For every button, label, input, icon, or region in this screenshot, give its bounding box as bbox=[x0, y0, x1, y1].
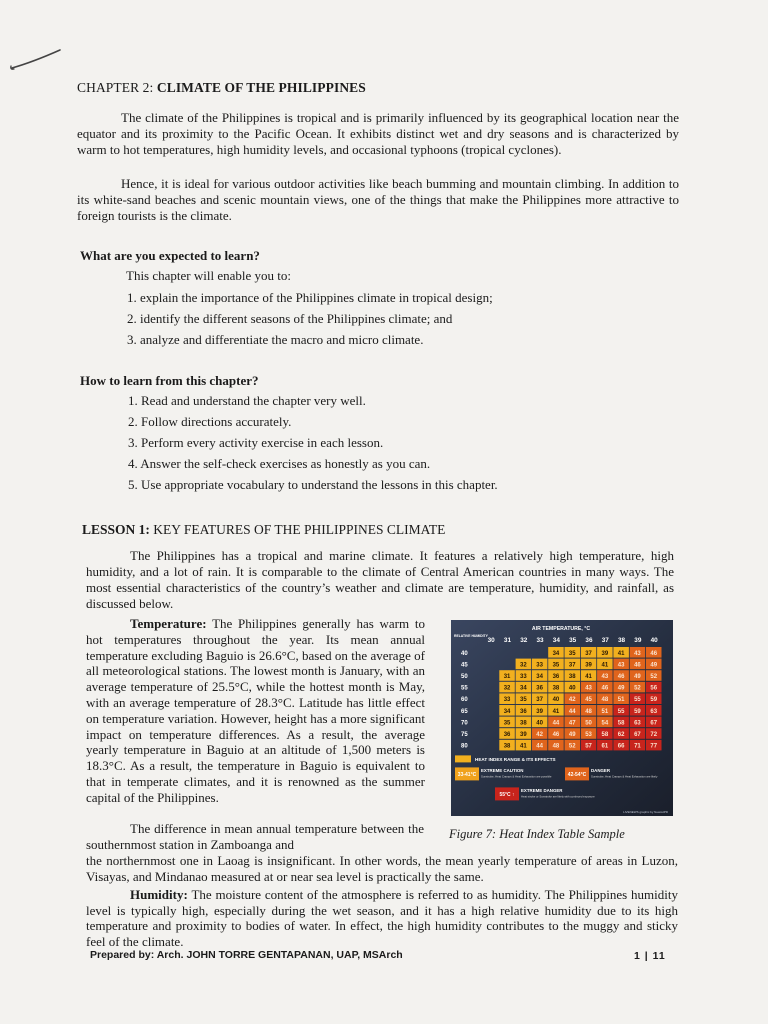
column-header: 32 bbox=[520, 637, 528, 644]
legend-note: Sunstroke, Heat Cramps & Heat Exhaustion are likely bbox=[591, 774, 658, 779]
heat-index-value: 35 bbox=[552, 662, 560, 669]
heat-index-value: 44 bbox=[568, 708, 576, 715]
column-header: 38 bbox=[617, 637, 626, 644]
heat-index-value: 38 bbox=[503, 743, 511, 750]
legend-label: DANGER bbox=[591, 768, 611, 774]
intro-paragraph-2: Hence, it is ideal for various outdoor activities like beach bumming and mountain climbing. In addition to its white-sand beaches and scenic mountain views, one of the things that make the Philippines more attractive to foreign tourists is the climate. bbox=[77, 176, 679, 223]
heat-index-value: 37 bbox=[536, 697, 543, 704]
lesson-heading: KEY FEATURES OF THE PHILIPPINES CLIMATE bbox=[153, 522, 446, 537]
heat-index-value: 52 bbox=[634, 685, 641, 692]
howto-item: 2. Follow directions accurately. bbox=[128, 414, 292, 429]
humidity-row-label: 40 bbox=[461, 650, 468, 657]
humidity-row-label: 50 bbox=[461, 674, 468, 680]
heat-index-value: 33 bbox=[503, 697, 511, 704]
heat-index-figure bbox=[451, 620, 673, 816]
expected-heading: What are you expected to learn? bbox=[80, 248, 260, 263]
humidity-row-label: 45 bbox=[461, 662, 468, 669]
heat-index-value: 40 bbox=[568, 685, 576, 692]
heat-index-value: 33 bbox=[536, 662, 543, 669]
temperature-paragraph bbox=[86, 616, 425, 806]
heat-index-value: 54 bbox=[601, 720, 609, 727]
heat-index-value: 63 bbox=[650, 708, 658, 715]
heat-index-value: 36 bbox=[536, 685, 543, 692]
column-header: 34 bbox=[552, 637, 560, 644]
heat-index-value: 44 bbox=[552, 720, 560, 727]
heat-index-value: 52 bbox=[650, 674, 658, 680]
heat-index-value: 43 bbox=[617, 662, 625, 669]
heat-index-value: 36 bbox=[503, 732, 511, 738]
intro-paragraph-1: The climate of the Philippines is tropical and is primarily influenced by its geographical location near the equator and its proximity to the Pacific Ocean. It exhibits distinct wet and dry seasons and is characterized by warm to hot temperatures, high humidity levels, and occasional typhoons (tropical cyclones). bbox=[77, 110, 679, 157]
heat-index-value: 49 bbox=[568, 732, 576, 738]
heat-index-value: 40 bbox=[552, 697, 560, 704]
heat-index-value: 49 bbox=[634, 674, 641, 680]
heat-index-value: 38 bbox=[568, 674, 576, 680]
legend-title: HEAT INDEX RANGE & ITS EFFECTS bbox=[475, 757, 556, 762]
heat-index-value: 49 bbox=[650, 662, 658, 669]
heat-index-value: 36 bbox=[520, 708, 527, 715]
legend-label: EXTREME DANGER bbox=[521, 788, 563, 794]
heat-index-value: 40 bbox=[536, 720, 543, 727]
expected-lead: This chapter will enable you to: bbox=[126, 268, 291, 283]
heat-index-value: 35 bbox=[520, 697, 527, 704]
heat-index-value: 43 bbox=[585, 685, 592, 692]
heat-index-value: 46 bbox=[601, 685, 609, 692]
temperature-body: The Philippines generally has warm to hot temperatures throughout the year. Its mean annual temperature excluding Baguio is 26.6°C, based on the average of all meteorological stations. The lowest month is January, with an average temperature of 25.5°C, while the hottest month is May, with an average temperature of 28.3°C. Latitude has little effect on temperature variation. However, height has a more significant impact on temperature differences. As a result, the average yearly temperature in Baguio at an altitude of 1,500 meters is 18.3°C. As a result, the temperature in Baguio is equivalent to that in temperate climates, and it is renowned as the summer capital of the Philippines. bbox=[86, 616, 426, 805]
heat-index-value: 33 bbox=[520, 674, 527, 680]
howto-item: 1. Read and understand the chapter very well. bbox=[128, 393, 366, 408]
heat-index-value: 35 bbox=[568, 650, 576, 657]
howto-list bbox=[128, 393, 498, 493]
heat-index-value: 45 bbox=[585, 697, 592, 704]
air-temperature-header: AIR TEMPERATURE, °C bbox=[531, 626, 591, 632]
heat-index-value: 43 bbox=[601, 674, 609, 680]
heat-index-value: 58 bbox=[617, 720, 625, 727]
heat-index-value: 62 bbox=[617, 732, 625, 738]
heat-index-value: 47 bbox=[568, 720, 576, 727]
heat-index-value: 41 bbox=[601, 662, 609, 669]
howto-item: 3. Perform every activity exercise in each lesson. bbox=[128, 435, 384, 450]
chapter-heading: CLIMATE OF THE PHILIPPINES bbox=[156, 80, 366, 95]
humidity-paragraph bbox=[86, 887, 678, 949]
heat-index-value: 58 bbox=[601, 732, 609, 738]
expected-item: 2. identify the different seasons of the Philippines climate; and bbox=[127, 311, 453, 326]
heat-index-value: 51 bbox=[601, 708, 609, 715]
lesson-label: LESSON 1: bbox=[82, 522, 150, 537]
column-header: 40 bbox=[650, 637, 658, 644]
legend-note: Heat stroke or Sunstroke are likely with continued exposure bbox=[521, 794, 595, 799]
legend-swatch bbox=[455, 755, 471, 762]
column-header: 35 bbox=[569, 637, 577, 644]
heat-index-value: 39 bbox=[585, 662, 592, 669]
difference-paragraph-start: The difference in mean annual temperature between the southernmost station in Zamboanga and bbox=[86, 821, 424, 852]
heat-index-value: 63 bbox=[634, 720, 641, 727]
heat-index-value: 37 bbox=[568, 662, 576, 669]
howto-heading: How to learn from this chapter? bbox=[80, 373, 259, 388]
expected-item: 1. explain the importance of the Philippines climate in tropical design; bbox=[127, 290, 493, 305]
humidity-row-label: 70 bbox=[461, 720, 468, 727]
column-header: 31 bbox=[503, 637, 512, 644]
lesson-intro-paragraph: The Philippines has a tropical and marine climate. It features a relatively high temperature, high humidity, and a lot of rain. It is comparable to the climate of Central American countries in many ways. The most essential characteristics of the country’s weather and climate are temperature, humidity, and rainfall, as discussed below. bbox=[86, 548, 674, 611]
difference-paragraph-end: the northernmost one in Laoag is insignificant. In other words, the mean yearly temperature of areas in Luzon, Visayas, and Mindanao measured at or near sea level is practically the same. bbox=[86, 853, 678, 884]
heat-index-value: 34 bbox=[552, 650, 560, 657]
heat-index-value: 55 bbox=[617, 708, 625, 715]
legend-label: EXTREME CAUTION bbox=[481, 768, 524, 774]
humidity-row-label: 80 bbox=[461, 743, 468, 750]
howto-item: 4. Answer the self-check exercises as honestly as you can. bbox=[128, 456, 431, 471]
heat-index-value: 39 bbox=[601, 650, 609, 657]
heat-index-value: 51 bbox=[617, 697, 625, 704]
expected-item: 3. analyze and differentiate the macro and micro climate. bbox=[127, 332, 424, 347]
heat-index-value: 55 bbox=[634, 697, 641, 704]
relative-humidity-header: RELATIVE HUMIDITY bbox=[454, 634, 488, 638]
heat-index-value: 50 bbox=[585, 720, 592, 727]
humidity-row-label: 65 bbox=[461, 708, 468, 715]
heat-index-value: 46 bbox=[552, 732, 560, 738]
heat-index-value: 77 bbox=[650, 743, 658, 750]
humidity-row-label: 55 bbox=[461, 685, 468, 692]
legend-range: 55°C ↑ bbox=[499, 792, 515, 799]
column-header: 33 bbox=[536, 637, 544, 644]
heat-index-value: 32 bbox=[520, 662, 527, 669]
heat-index-value: 67 bbox=[650, 720, 658, 727]
howto-item: 5. Use appropriate vocabulary to understand the lessons in this chapter. bbox=[128, 477, 498, 492]
heat-index-value: 37 bbox=[585, 650, 592, 657]
heat-index-value: 43 bbox=[634, 650, 641, 657]
heat-index-value: 41 bbox=[552, 708, 560, 715]
legend-range: 33-41°C bbox=[457, 772, 477, 779]
heat-index-value: 32 bbox=[503, 685, 511, 692]
heat-index-value: 39 bbox=[536, 708, 543, 715]
heat-index-value: 41 bbox=[520, 743, 527, 750]
heat-index-value: 36 bbox=[552, 674, 560, 680]
humidity-term: Humidity: bbox=[130, 887, 188, 902]
chapter-label: CHAPTER 2: bbox=[77, 80, 154, 95]
heat-index-value: 59 bbox=[650, 697, 658, 704]
heat-index-value: 39 bbox=[520, 732, 527, 738]
chapter-title bbox=[77, 80, 366, 96]
heat-index-value: 46 bbox=[650, 650, 658, 657]
heat-index-value: 34 bbox=[536, 674, 543, 680]
humidity-body: The moisture content of the atmosphere is referred to as humidity. The Philippines humidity level is typically high, especially during the wet season, and it has a high relative humidity due to its high temperature and proximity to bodies of water. In effect, the high humidity contributes to the muggy and sticky feel of the climate. bbox=[86, 887, 679, 949]
humidity-row-label: 75 bbox=[461, 732, 468, 738]
heat-index-value: 57 bbox=[585, 743, 592, 750]
heat-index-value: 31 bbox=[503, 674, 511, 680]
heat-index-value: 38 bbox=[552, 685, 560, 692]
heat-index-value: 72 bbox=[650, 732, 658, 738]
page-number: 1 | 11 bbox=[634, 950, 666, 962]
heat-index-value: 42 bbox=[536, 732, 543, 738]
heat-index-value: 41 bbox=[585, 674, 592, 680]
heat-index-value: 34 bbox=[520, 685, 527, 692]
heat-index-value: 46 bbox=[617, 674, 625, 680]
heat-index-value: 53 bbox=[585, 732, 592, 738]
column-header: 36 bbox=[585, 637, 593, 644]
heat-index-value: 67 bbox=[634, 732, 641, 738]
heat-index-value: 35 bbox=[503, 720, 511, 727]
heat-index-value: 49 bbox=[617, 685, 625, 692]
heat-index-value: 59 bbox=[634, 708, 641, 715]
heat-index-value: 71 bbox=[634, 743, 641, 750]
expected-list bbox=[127, 290, 493, 348]
heat-index-value: 42 bbox=[568, 697, 576, 704]
heat-index-value: 44 bbox=[536, 743, 543, 750]
heat-index-value: 34 bbox=[503, 708, 511, 715]
legend-range: 42-54°C bbox=[567, 772, 587, 779]
heat-index-value: 66 bbox=[617, 743, 625, 750]
pen-stroke-mark bbox=[8, 44, 64, 74]
heat-index-value: 61 bbox=[601, 743, 609, 750]
heat-index-value: 41 bbox=[617, 650, 625, 657]
lesson-title bbox=[82, 522, 445, 538]
heat-index-value: 48 bbox=[552, 743, 560, 750]
column-header: 37 bbox=[601, 637, 609, 644]
humidity-row-label: 60 bbox=[461, 697, 468, 704]
prepared-by: Prepared by: Arch. JOHN TORRE GENTAPANAN, UAP, MSArch bbox=[90, 949, 403, 961]
heat-index-table bbox=[451, 620, 673, 816]
heat-index-value: 46 bbox=[634, 662, 641, 669]
heat-index-value: 52 bbox=[568, 743, 576, 750]
heat-index-value: 48 bbox=[601, 697, 609, 704]
figure-caption: Figure 7: Heat Index Table Sample bbox=[449, 827, 625, 841]
heat-index-value: 38 bbox=[520, 720, 527, 727]
column-header: 39 bbox=[634, 637, 642, 644]
heat-index-value: 48 bbox=[585, 708, 592, 715]
column-header: 30 bbox=[487, 637, 495, 644]
temperature-term: Temperature: bbox=[130, 616, 207, 631]
legend-note: Sunstroke, Heat Cramps & Heat Exhaustion are possible bbox=[481, 774, 552, 779]
figure-credit: LIVENEWS graphic by NewsHPD bbox=[623, 810, 668, 814]
heat-index-value: 56 bbox=[650, 685, 658, 692]
